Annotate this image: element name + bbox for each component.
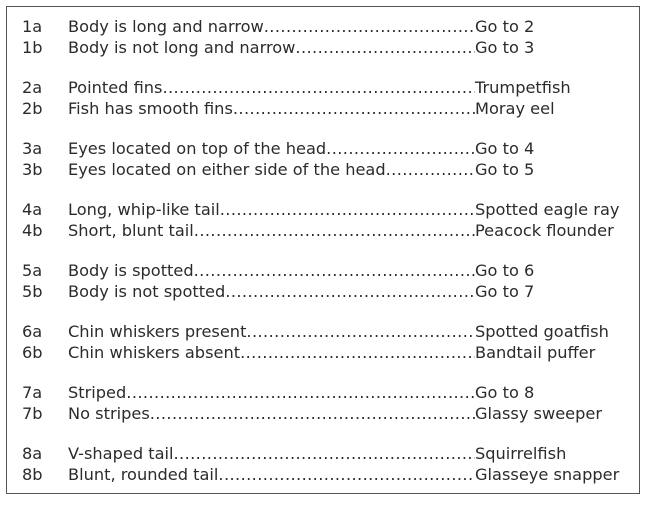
step-description-with-leader (68, 343, 475, 364)
step-id: 4a (22, 200, 43, 219)
key-row (7, 343, 639, 364)
key-row (7, 221, 639, 242)
step-result: Go to 8 (475, 383, 535, 402)
step-description: Eyes located on top of the head (68, 139, 327, 158)
step-description: Chin whiskers present (68, 322, 247, 341)
step-description-with-leader (68, 17, 475, 38)
step-result: Go to 5 (475, 159, 535, 179)
dichotomous-key-box (6, 6, 640, 494)
key-row (7, 200, 639, 221)
step-id: 3a (22, 139, 43, 158)
step-description-with-leader (68, 261, 475, 282)
step-id: 6b (22, 342, 43, 362)
step-description-with-leader (68, 383, 475, 404)
step-result: Peacock flounder (475, 220, 614, 240)
step-result: Squirrelfish (475, 444, 567, 463)
step-description-with-leader (68, 160, 475, 181)
step-description-with-leader (68, 99, 475, 120)
key-step-group (7, 322, 639, 363)
step-description-with-leader (68, 322, 475, 343)
step-result: Go to 2 (475, 17, 535, 36)
step-description-with-leader (68, 139, 475, 160)
step-id: 1a (22, 17, 43, 36)
key-step-group (7, 444, 639, 485)
key-step-group (7, 139, 639, 180)
step-result: Go to 4 (475, 139, 535, 158)
step-description: Short, blunt tail (68, 220, 194, 240)
key-row (7, 282, 639, 303)
key-step-group (7, 200, 639, 241)
step-description: Striped (68, 383, 127, 402)
step-result: Trumpetfish (475, 78, 571, 97)
step-description-with-leader (68, 78, 475, 99)
step-description-with-leader (68, 404, 475, 425)
step-result: Go to 7 (475, 281, 535, 301)
step-description: Body is long and narrow (68, 17, 264, 36)
step-description-with-leader (68, 444, 475, 465)
step-id: 7b (22, 403, 43, 423)
step-description: Chin whiskers absent (68, 342, 241, 362)
step-result: Moray eel (475, 98, 555, 118)
step-description: Fish has smooth fins (68, 98, 233, 118)
key-row (7, 465, 639, 486)
step-description-with-leader (68, 465, 475, 486)
step-description: Pointed fins (68, 78, 163, 97)
step-description: Body is not long and narrow (68, 37, 296, 57)
step-result: Glassy sweeper (475, 403, 603, 423)
step-result: Spotted goatfish (475, 322, 609, 341)
step-description: Long, whip-like tail (68, 200, 220, 219)
key-row (7, 99, 639, 120)
key-row (7, 160, 639, 181)
step-description: V-shaped tail (68, 444, 174, 463)
step-description: Body is not spotted (68, 281, 226, 301)
key-step-group (7, 383, 639, 424)
key-row (7, 261, 639, 282)
key-row (7, 404, 639, 425)
step-result: Go to 3 (475, 37, 535, 57)
key-row (7, 78, 639, 99)
step-description: No stripes (68, 403, 150, 423)
step-description-with-leader (68, 38, 475, 59)
dichotomous-key-list (7, 17, 639, 505)
key-step-group (7, 17, 639, 58)
step-description-with-leader (68, 200, 475, 221)
key-row (7, 383, 639, 404)
key-step-group (7, 261, 639, 302)
step-description: Eyes located on either side of the head (68, 159, 386, 179)
key-row (7, 17, 639, 38)
step-result: Bandtail puffer (475, 342, 596, 362)
step-id: 4b (22, 220, 43, 240)
key-step-group (7, 78, 639, 119)
step-id: 3b (22, 159, 43, 179)
step-id: 2a (22, 78, 43, 97)
step-result: Glasseye snapper (475, 464, 620, 484)
key-row (7, 38, 639, 59)
step-description-with-leader (68, 221, 475, 242)
step-description: Body is spotted (68, 261, 194, 280)
step-description-with-leader (68, 282, 475, 303)
step-id: 5b (22, 281, 43, 301)
step-id: 8a (22, 444, 43, 463)
step-id: 7a (22, 383, 43, 402)
step-result: Go to 6 (475, 261, 535, 280)
step-description: Blunt, rounded tail (68, 464, 219, 484)
step-result: Spotted eagle ray (475, 200, 620, 219)
key-row (7, 444, 639, 465)
step-id: 6a (22, 322, 43, 341)
step-id: 2b (22, 98, 43, 118)
step-id: 5a (22, 261, 43, 280)
step-id: 8b (22, 464, 43, 484)
key-row (7, 139, 639, 160)
key-row (7, 322, 639, 343)
step-id: 1b (22, 37, 43, 57)
